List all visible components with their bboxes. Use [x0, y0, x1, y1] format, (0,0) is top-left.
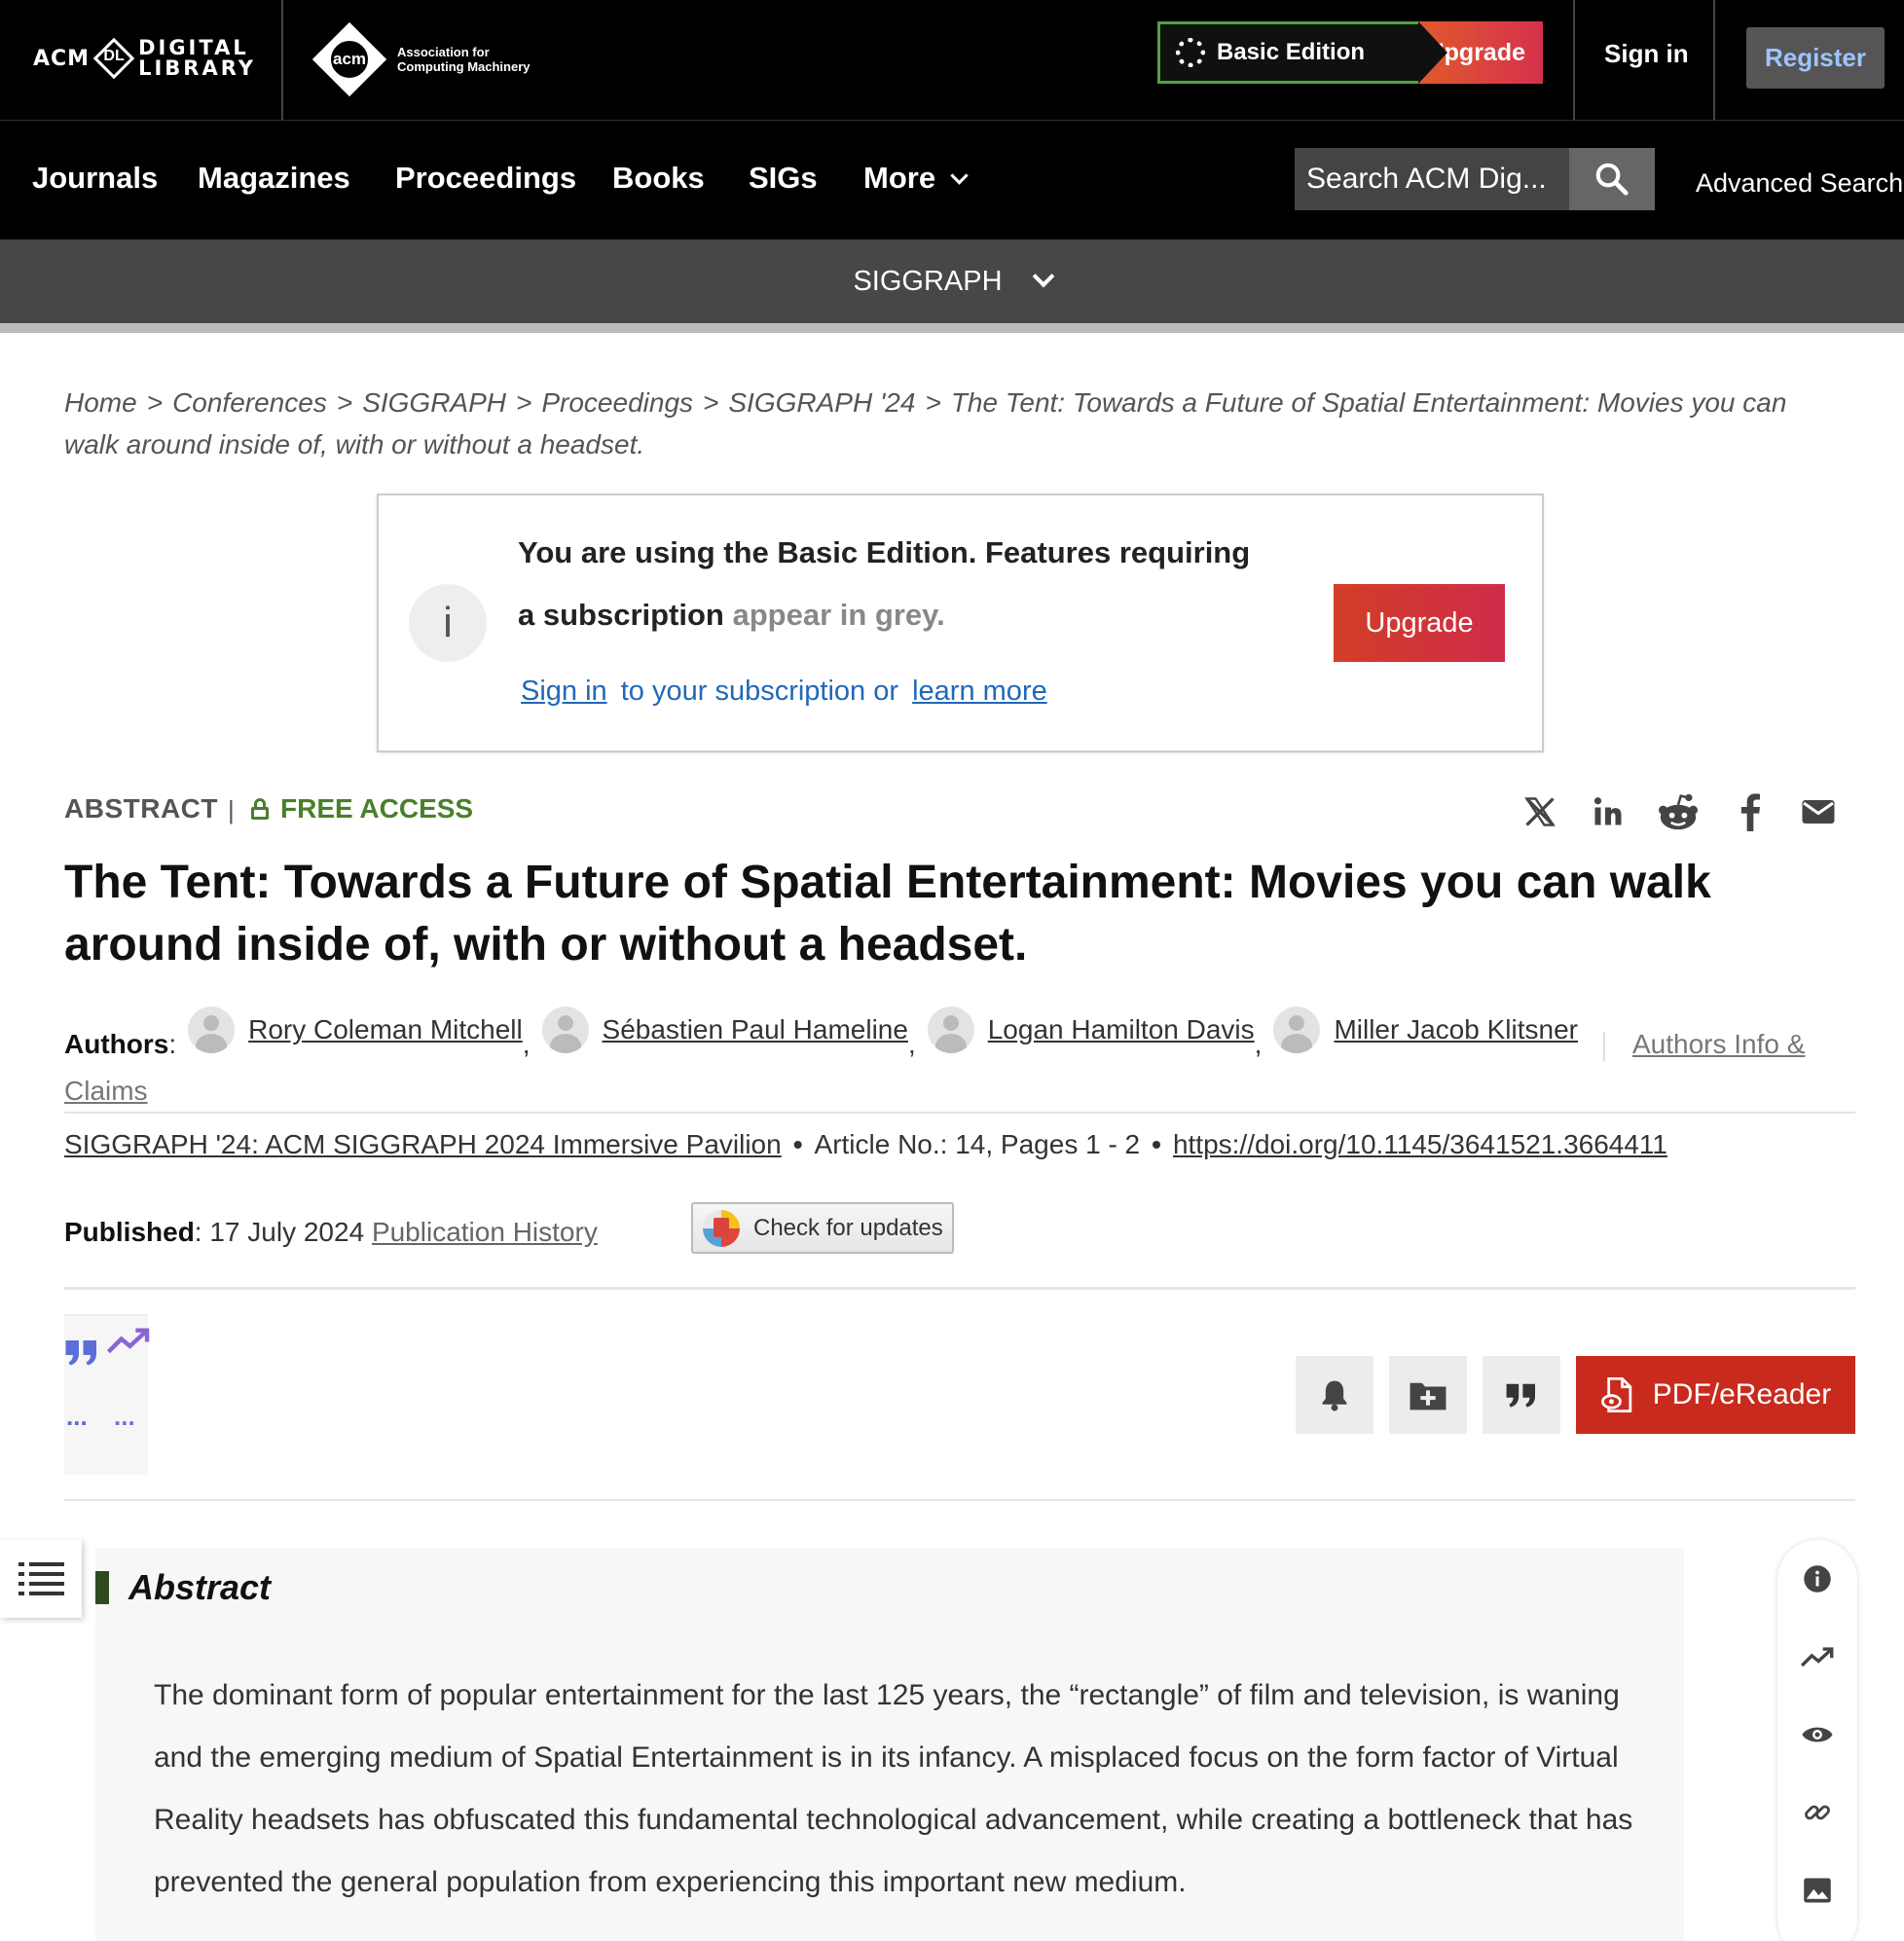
basic-edition-banner[interactable]	[1157, 21, 1543, 84]
sign-in-link[interactable]: Sign in	[1604, 39, 1689, 68]
breadcrumb-proceedings[interactable]: Proceedings	[541, 387, 694, 418]
citations-icon[interactable]	[64, 1326, 99, 1374]
notice-sign-in-link[interactable]: Sign in	[521, 676, 607, 707]
nav-sigs[interactable]: SIGs	[749, 161, 818, 195]
abstract-heading-text: Abstract	[128, 1567, 272, 1607]
quote-icon	[1505, 1381, 1538, 1409]
trending-icon[interactable]	[1801, 1640, 1834, 1673]
venue-link[interactable]: SIGGRAPH '24: ACM SIGGRAPH 2024 Immersive Pavilion	[64, 1129, 782, 1159]
published-date: 17 July 2024	[209, 1217, 365, 1247]
chevron-down-icon	[1032, 266, 1054, 288]
heading-accent-bar	[95, 1571, 109, 1604]
acm-logo-line2: Computing Machinery	[397, 59, 531, 74]
nav-more-label: More	[863, 161, 936, 195]
lock-icon	[251, 798, 269, 820]
nav-magazines[interactable]: Magazines	[198, 161, 350, 195]
notice-line2-grey: appear in grey.	[732, 598, 945, 632]
article-info: Article No.: 14, Pages 1 - 2	[814, 1129, 1141, 1159]
acm-logo-text	[397, 45, 531, 74]
divider	[64, 1287, 1855, 1290]
breadcrumb-siggraph-24[interactable]: SIGGRAPH '24	[728, 387, 916, 418]
breadcrumb-separator: >	[516, 387, 532, 418]
notice-line1: You are using the Basic Edition. Features requiring	[518, 535, 1251, 569]
linkedin-icon[interactable]	[1587, 790, 1629, 833]
image-icon[interactable]	[1801, 1874, 1834, 1907]
chevron-down-icon	[950, 166, 968, 184]
publication-row: SIGGRAPH '24: ACM SIGGRAPH 2024 Immersive Pavilion • Article No.: 14, Pages 1 - 2 • https://doi.org/10.1145/3641521.3664411	[64, 1129, 1667, 1159]
publication-history-link[interactable]: Publication History	[371, 1217, 598, 1247]
register-button[interactable]: Register	[1746, 27, 1885, 89]
avatar	[1273, 1007, 1320, 1053]
logo-digital-library-text	[138, 38, 256, 79]
author-name[interactable]: Rory Coleman Mitchell	[248, 1014, 523, 1044]
dl-diamond-icon	[93, 38, 134, 79]
logo-digital: DIGITAL	[138, 36, 249, 59]
pdf-ereader-button[interactable]	[1576, 1356, 1855, 1434]
pdf-file-icon	[1600, 1377, 1633, 1412]
type-separator: |	[228, 795, 235, 824]
breadcrumb-home[interactable]: Home	[64, 387, 137, 418]
breadcrumb-conferences[interactable]: Conferences	[172, 387, 327, 418]
folder-plus-icon	[1409, 1378, 1447, 1411]
search-input[interactable]: Search ACM Dig...	[1295, 148, 1569, 210]
author-item[interactable]	[916, 1007, 1255, 1053]
author-name[interactable]: Sébastien Paul Hameline	[602, 1014, 908, 1044]
reddit-icon[interactable]	[1655, 790, 1702, 833]
list-icon	[18, 1562, 64, 1566]
info-circle-icon[interactable]	[1801, 1562, 1834, 1595]
abstract-text: The dominant form of popular entertainment for the last 125 years, the “rectangle” of film and television, is waning and the emerging medium of Spatial Entertainment is in its infancy. A misplaced focus on the form factor of Virtual Reality headsets has obfuscated this fundamental technological advancement, while creating a bottleneck that has prevented the general population from experiencing this important new medium.	[154, 1679, 1633, 1898]
logo-library: LIBRARY	[138, 56, 256, 80]
breadcrumb-siggraph[interactable]: SIGGRAPH	[362, 387, 506, 418]
basic-edition-badge	[1157, 21, 1418, 84]
sig-bar[interactable]	[0, 239, 1904, 333]
breadcrumb-separator: >	[925, 387, 941, 418]
advanced-search-link[interactable]: Advanced Search	[1696, 168, 1904, 198]
gear-icon	[1176, 38, 1205, 67]
author-item[interactable]	[176, 1007, 523, 1053]
check-updates-label: Check for updates	[753, 1214, 943, 1241]
nav-books[interactable]: Books	[612, 161, 705, 195]
breadcrumb-separator: >	[703, 387, 719, 418]
author-name[interactable]: Logan Hamilton Davis	[987, 1014, 1255, 1044]
article-title: The Tent: Towards a Future of Spatial Entertainment: Movies you can walk around inside of, with or without a headset.	[64, 857, 1711, 970]
breadcrumb	[64, 382, 1836, 465]
nav-journals[interactable]: Journals	[32, 161, 159, 195]
nav-more[interactable]	[863, 161, 966, 196]
acm-logo-mark: acm	[328, 38, 371, 81]
logo-dl-mark: DL	[103, 48, 125, 64]
notice-line3	[521, 676, 1047, 708]
notice-line2	[518, 598, 945, 633]
acm-logo-line1: Association for	[397, 45, 490, 59]
free-access-label: FREE ACCESS	[280, 793, 474, 824]
abstract-heading	[95, 1567, 271, 1608]
breadcrumb-current: The Tent: Towards a Future of Spatial Entertainment: Movies you can walk around inside of, with or without a headset.	[64, 387, 1787, 459]
avatar	[188, 1007, 235, 1053]
sig-bar-label: SIGGRAPH	[853, 265, 1003, 297]
facebook-icon[interactable]	[1729, 790, 1772, 833]
authors-info-link[interactable]: Authors Info & Claims	[64, 1029, 1806, 1106]
divider	[64, 1112, 1855, 1114]
breadcrumb-separator: >	[146, 387, 164, 418]
downloads-trend-icon[interactable]	[107, 1326, 150, 1360]
add-to-binder-button[interactable]	[1389, 1356, 1467, 1434]
cite-button[interactable]	[1483, 1356, 1560, 1434]
check-for-updates-button[interactable]	[691, 1202, 954, 1254]
bell-icon	[1319, 1378, 1350, 1411]
avatar	[542, 1007, 589, 1053]
x-icon[interactable]	[1519, 790, 1561, 833]
author-item[interactable]	[531, 1007, 908, 1053]
published-info: Published: 17 July 2024 Publication History	[64, 1217, 598, 1247]
header-upgrade-button[interactable]: Upgrade	[1418, 21, 1543, 84]
acm-logo-icon	[311, 21, 387, 97]
header-divider	[1573, 0, 1575, 120]
acm-dl-logo[interactable]	[33, 29, 257, 88]
header-divider	[281, 0, 283, 120]
notice-line2-bold: a subscription	[518, 598, 724, 632]
author-name[interactable]: Miller Jacob Klitsner	[1334, 1014, 1578, 1044]
download-count: ...	[114, 1402, 135, 1431]
doi-link[interactable]: https://doi.org/10.1145/3641521.3664411	[1172, 1129, 1667, 1159]
search-button[interactable]	[1569, 148, 1655, 210]
citation-count: ...	[66, 1402, 88, 1431]
authors-label: Authors	[64, 1029, 169, 1059]
divider	[64, 1499, 1855, 1501]
notice-learn-more-link[interactable]: learn more	[912, 676, 1047, 707]
crossmark-icon	[703, 1210, 740, 1247]
email-icon[interactable]	[1797, 790, 1840, 833]
header-divider	[1713, 0, 1715, 120]
search-icon	[1593, 161, 1630, 198]
eye-icon[interactable]	[1801, 1718, 1834, 1751]
link-icon[interactable]	[1801, 1796, 1834, 1829]
breadcrumb-separator: >	[336, 387, 353, 418]
notice-upgrade-button[interactable]: Upgrade	[1334, 584, 1505, 662]
nav-proceedings[interactable]: Proceedings	[395, 161, 577, 195]
logo-acm-text: ACM	[33, 46, 91, 71]
authors-list: Authors: Rory Coleman Mitchell , Sébastien Paul Hameline , Logan Hamilton Davis , Miller Jacob Klitsner Authors Info & Claims	[64, 1007, 1816, 1115]
acm-logo[interactable]	[311, 21, 531, 97]
author-item[interactable]	[1262, 1007, 1578, 1053]
basic-edition-label: Basic Edition	[1217, 39, 1366, 65]
avatar	[928, 1007, 974, 1053]
notice-middle-text: to your subscription or	[620, 676, 899, 707]
free-access-badge	[251, 793, 473, 824]
table-of-contents-button[interactable]	[0, 1540, 82, 1618]
info-icon: i	[409, 584, 487, 662]
alert-button[interactable]	[1296, 1356, 1373, 1434]
published-label: Published	[64, 1217, 195, 1247]
article-type-label: ABSTRACT	[64, 793, 218, 824]
pdf-label: PDF/eReader	[1652, 1378, 1832, 1410]
